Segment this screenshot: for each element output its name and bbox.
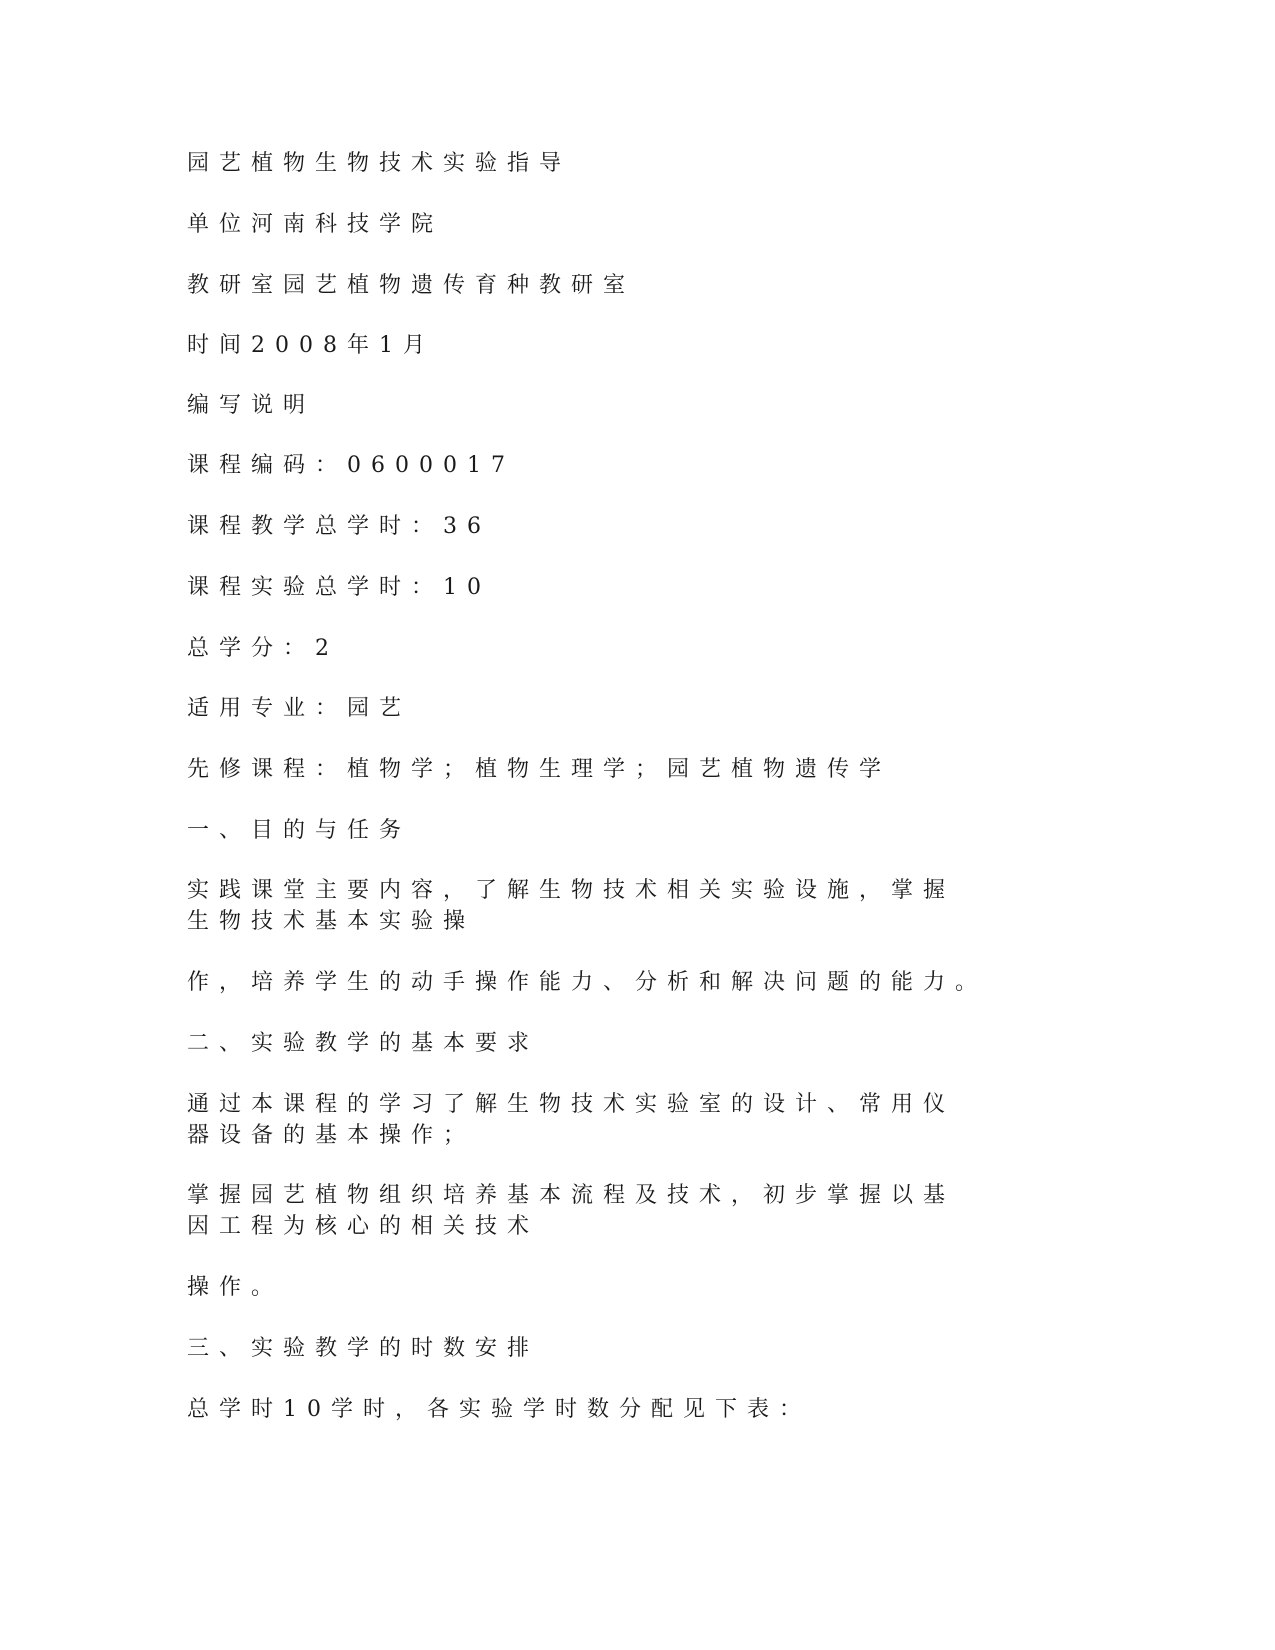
paragraph-3-line-3: 操作。 [187,1275,284,1300]
section-heading-2: 二、实验教学的基本要求 [187,1031,540,1056]
prerequisites-line: 先修课程：植物学；植物生理学；园艺植物遗传学 [187,757,892,782]
paragraph-1-line-1: 实践课堂主要内容，了解生物技术相关实验设施，掌握 [187,878,956,903]
paragraph-3-line-2: 因工程为核心的相关技术 [187,1214,540,1239]
unit-line: 单位河南科技学院 [187,212,444,237]
paragraph-1-line-2: 生物技术基本实验操 [187,909,476,934]
total-lab-hours-line: 课程实验总学时：10 [187,575,491,600]
paragraph-4-line-1: 总学时10学时，各实验学时数分配见下表： [187,1397,811,1422]
course-code-line: 课程编码：0600017 [187,453,515,478]
department-line: 教研室园艺植物遗传育种教研室 [187,273,636,298]
paragraph-1-line-3: 作，培养学生的动手操作能力、分析和解决问题的能力。 [187,970,988,995]
section-heading-1: 一、目的与任务 [187,818,412,843]
date-line: 时间2008年1月 [187,333,435,358]
section-heading-3: 三、实验教学的时数安排 [187,1336,540,1361]
applicable-major-line: 适用专业：园艺 [187,696,412,721]
document-title: 园艺植物生物技术实验指导 [187,151,572,176]
section-heading-writing-notes: 编写说明 [187,393,316,418]
paragraph-3-line-1: 掌握园艺植物组织培养基本流程及技术，初步掌握以基 [187,1183,956,1208]
total-teaching-hours-line: 课程教学总学时：36 [187,514,491,539]
paragraph-2-line-2: 器设备的基本操作； [187,1123,476,1148]
total-credits-line: 总学分：2 [187,636,339,661]
paragraph-2-line-1: 通过本课程的学习了解生物技术实验室的设计、常用仪 [187,1092,956,1117]
